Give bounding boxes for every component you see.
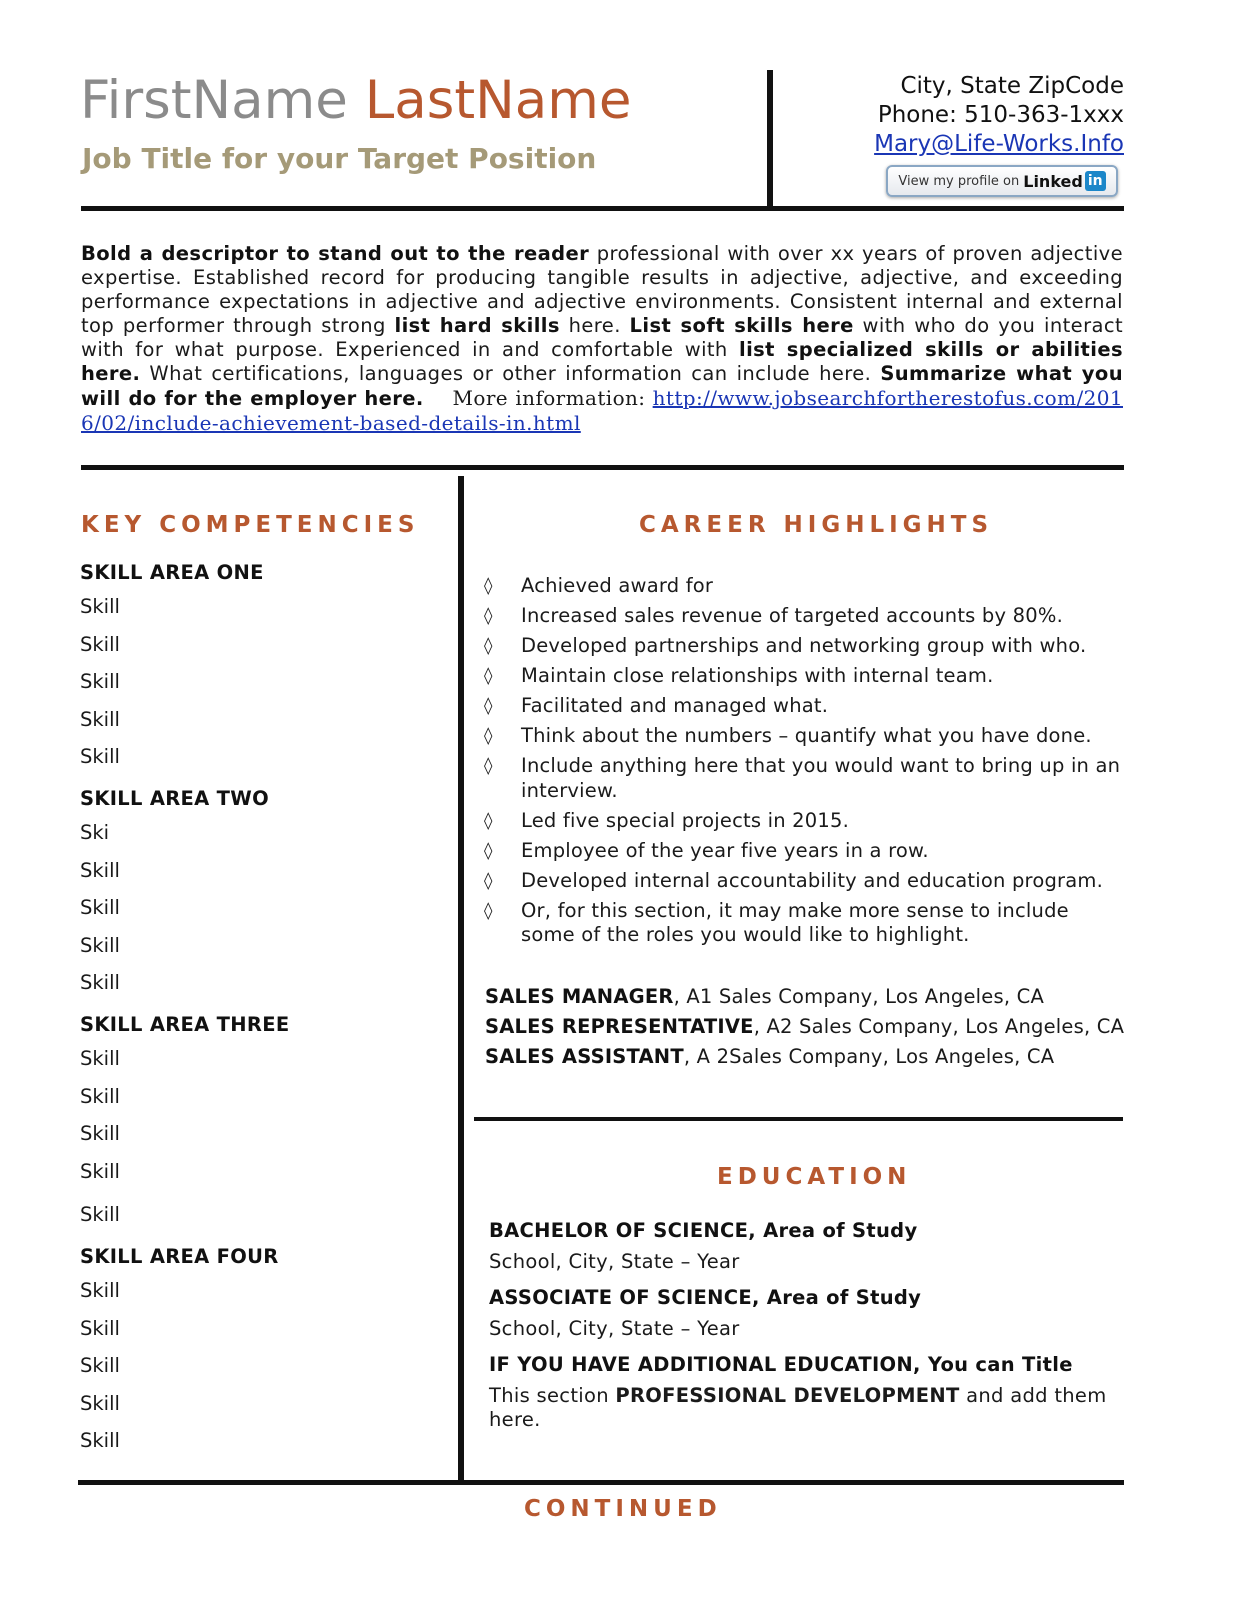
highlight-text: Achieved award for (521, 574, 714, 597)
summary-soft-skills: List soft skills here (629, 314, 854, 337)
role-title: SALES ASSISTANT (485, 1045, 684, 1068)
summary-rule (81, 465, 1124, 470)
role-detail: , A2 Sales Company, Los Angeles, CA (753, 1015, 1125, 1038)
diamond-bullet-icon: ◊ (484, 840, 493, 861)
summary-text-2: here. (559, 314, 630, 337)
role-title: SALES REPRESENTATIVE (485, 1015, 754, 1038)
skill-item: Skill (80, 745, 120, 769)
skill-item: Skill (80, 1122, 120, 1146)
more-info-link[interactable]: http://www.jobsearchfortherestofus.com/2016/02/include-achievement-based-details-in.html (81, 386, 1123, 435)
summary-text-3: with who do you interact with for what purpose. Experienced in and comfortable with (81, 314, 1124, 361)
degree-school: School, City, State – Year (489, 1249, 740, 1273)
role-line (485, 982, 1124, 1012)
degree-title: ASSOCIATE OF SCIENCE, Area of Study (489, 1286, 922, 1309)
list-item (484, 839, 1124, 864)
skill-item: Skill (80, 1354, 120, 1378)
note-bold: PROFESSIONAL DEVELOPMENT (615, 1383, 960, 1407)
skill-item: Ski (80, 820, 110, 844)
career-highlights-list (484, 574, 1124, 953)
skill-item: Skill (80, 1316, 120, 1340)
list-item (484, 634, 1124, 659)
skill-area-title: SKILL AREA THREE (80, 1012, 290, 1036)
skill-item: Skill (80, 896, 120, 920)
candidate-name (80, 72, 632, 130)
skill-item: Skill (80, 933, 120, 957)
last-name: LastName (364, 70, 632, 131)
skill-item: Skill (80, 1046, 120, 1070)
list-item (484, 869, 1124, 894)
note-text-2: and add them here. (489, 1383, 1107, 1431)
highlight-text: Increased sales revenue of targeted accounts by 80%. (521, 604, 1063, 627)
skill-item: Skill (80, 1084, 120, 1108)
highlight-text: Employee of the year five years in a row. (521, 838, 929, 862)
column-divider (458, 476, 464, 1482)
skill-item: Skill (80, 858, 120, 882)
career-rule (474, 1117, 1123, 1121)
role-line (485, 1012, 1124, 1042)
linkedin-prefix: View my profile on (898, 173, 1020, 189)
skill-item: Skill (80, 670, 120, 694)
summary-hard-skills: list hard skills (394, 314, 560, 337)
diamond-bullet-icon: ◊ (484, 900, 493, 921)
list-item (484, 724, 1124, 749)
highlight-text: Facilitated and managed what. (521, 694, 829, 717)
city-state-zip: City, State ZipCode (900, 73, 1124, 99)
list-item (484, 754, 1124, 803)
degree-title: IF YOU HAVE ADDITIONAL EDUCATION, You can Title (489, 1353, 1073, 1376)
career-highlights-heading: CAREER HIGHLIGHTS (639, 512, 994, 538)
highlight-text: Think about the numbers – quantify what you have done. (521, 724, 1092, 747)
note-text-1: This section (489, 1383, 616, 1407)
skills-list (80, 558, 450, 1460)
diamond-bullet-icon: ◊ (484, 810, 493, 831)
highlight-text: Led five special projects in 2015. (521, 808, 849, 832)
diamond-bullet-icon: ◊ (484, 756, 493, 776)
header-rule (81, 206, 1124, 211)
diamond-bullet-icon: ◊ (484, 666, 493, 686)
linkedin-brand: Linked (1023, 171, 1083, 191)
skill-area-title: SKILL AREA FOUR (80, 1244, 279, 1268)
linkedin-profile-button[interactable] (886, 165, 1118, 197)
skill-item: Skill (80, 1159, 120, 1183)
role-line (485, 1042, 1124, 1072)
skill-item: Skill (80, 595, 120, 618)
footer-rule (78, 1480, 1124, 1485)
list-item (484, 899, 1124, 948)
degree-title: BACHELOR OF SCIENCE, Area of Study (489, 1219, 918, 1242)
role-detail: , A 2Sales Company, Los Angeles, CA (683, 1045, 1055, 1068)
skill-item: Skill (80, 1429, 120, 1453)
summary-paragraph (81, 242, 1123, 436)
degree-school: School, City, State – Year (489, 1316, 740, 1340)
role-title: SALES MANAGER (485, 985, 674, 1008)
skill-area-title: SKILL AREA ONE (80, 561, 264, 584)
diamond-bullet-icon: ◊ (484, 726, 493, 746)
skill-area-title: SKILL AREA TWO (80, 786, 269, 810)
email-link[interactable]: Mary@Life-Works.Info (874, 131, 1124, 157)
additional-education-note (489, 1384, 1119, 1433)
list-item (484, 604, 1124, 629)
list-item (484, 574, 1124, 599)
continued-label: CONTINUED (524, 1496, 722, 1522)
skill-item: Skill (80, 632, 120, 656)
skill-item: Skill (80, 971, 120, 995)
summary-lead: Bold a descriptor to stand out to the reader (81, 242, 590, 265)
highlight-text: Or, for this section, it may make more sense to include some of the roles you would like to highlight. (521, 898, 1069, 946)
education-heading: EDUCATION (717, 1164, 912, 1190)
summary-text-4: What certifications, languages or other information can include here. (140, 362, 881, 385)
diamond-bullet-icon: ◊ (484, 636, 493, 656)
contact-block (874, 72, 1124, 159)
highlight-text: Developed internal accountability and education program. (521, 868, 1103, 892)
phone: Phone: 510-363-1xxx (877, 102, 1124, 128)
role-detail: , A1 Sales Company, Los Angeles, CA (673, 985, 1044, 1008)
linkedin-icon: in (1085, 171, 1106, 191)
education-list (489, 1219, 1119, 1433)
diamond-bullet-icon: ◊ (484, 606, 493, 626)
more-info-label: More information: (452, 386, 646, 410)
skill-item: Skill (80, 1391, 120, 1415)
key-competencies-heading: KEY COMPETENCIES (81, 512, 420, 538)
skill-item: Skill (80, 707, 120, 731)
highlight-text: Include anything here that you would want to bring up in an interview. (521, 754, 1121, 802)
list-item (484, 694, 1124, 719)
highlight-text: Developed partnerships and networking group with who. (521, 634, 1087, 657)
diamond-bullet-icon: ◊ (484, 696, 493, 716)
skill-item: Skill (80, 1278, 120, 1302)
job-title: Job Title for your Target Position (82, 142, 597, 175)
list-item (484, 664, 1124, 689)
roles-list (485, 982, 1124, 1072)
summary-employer: Summarize what you will do for the employer here. (81, 362, 1123, 410)
diamond-bullet-icon: ◊ (484, 870, 493, 891)
summary-text-1: professional with over xx years of proven adjective expertise. Established record for producing tangible results in adjective, adjective, and exceeding performance expectations in adjective and adjective environments. Consistent internal and external top performer through strong (81, 242, 1123, 337)
summary-specialized-skills: list specialized skills or abilities here. (81, 338, 1123, 385)
list-item (484, 809, 1124, 834)
diamond-bullet-icon: ◊ (484, 576, 493, 596)
first-name: FirstName (80, 70, 348, 131)
highlight-text: Maintain close relationships with internal team. (521, 664, 994, 687)
skill-item: Skill (80, 1203, 120, 1227)
header-divider (767, 70, 773, 210)
